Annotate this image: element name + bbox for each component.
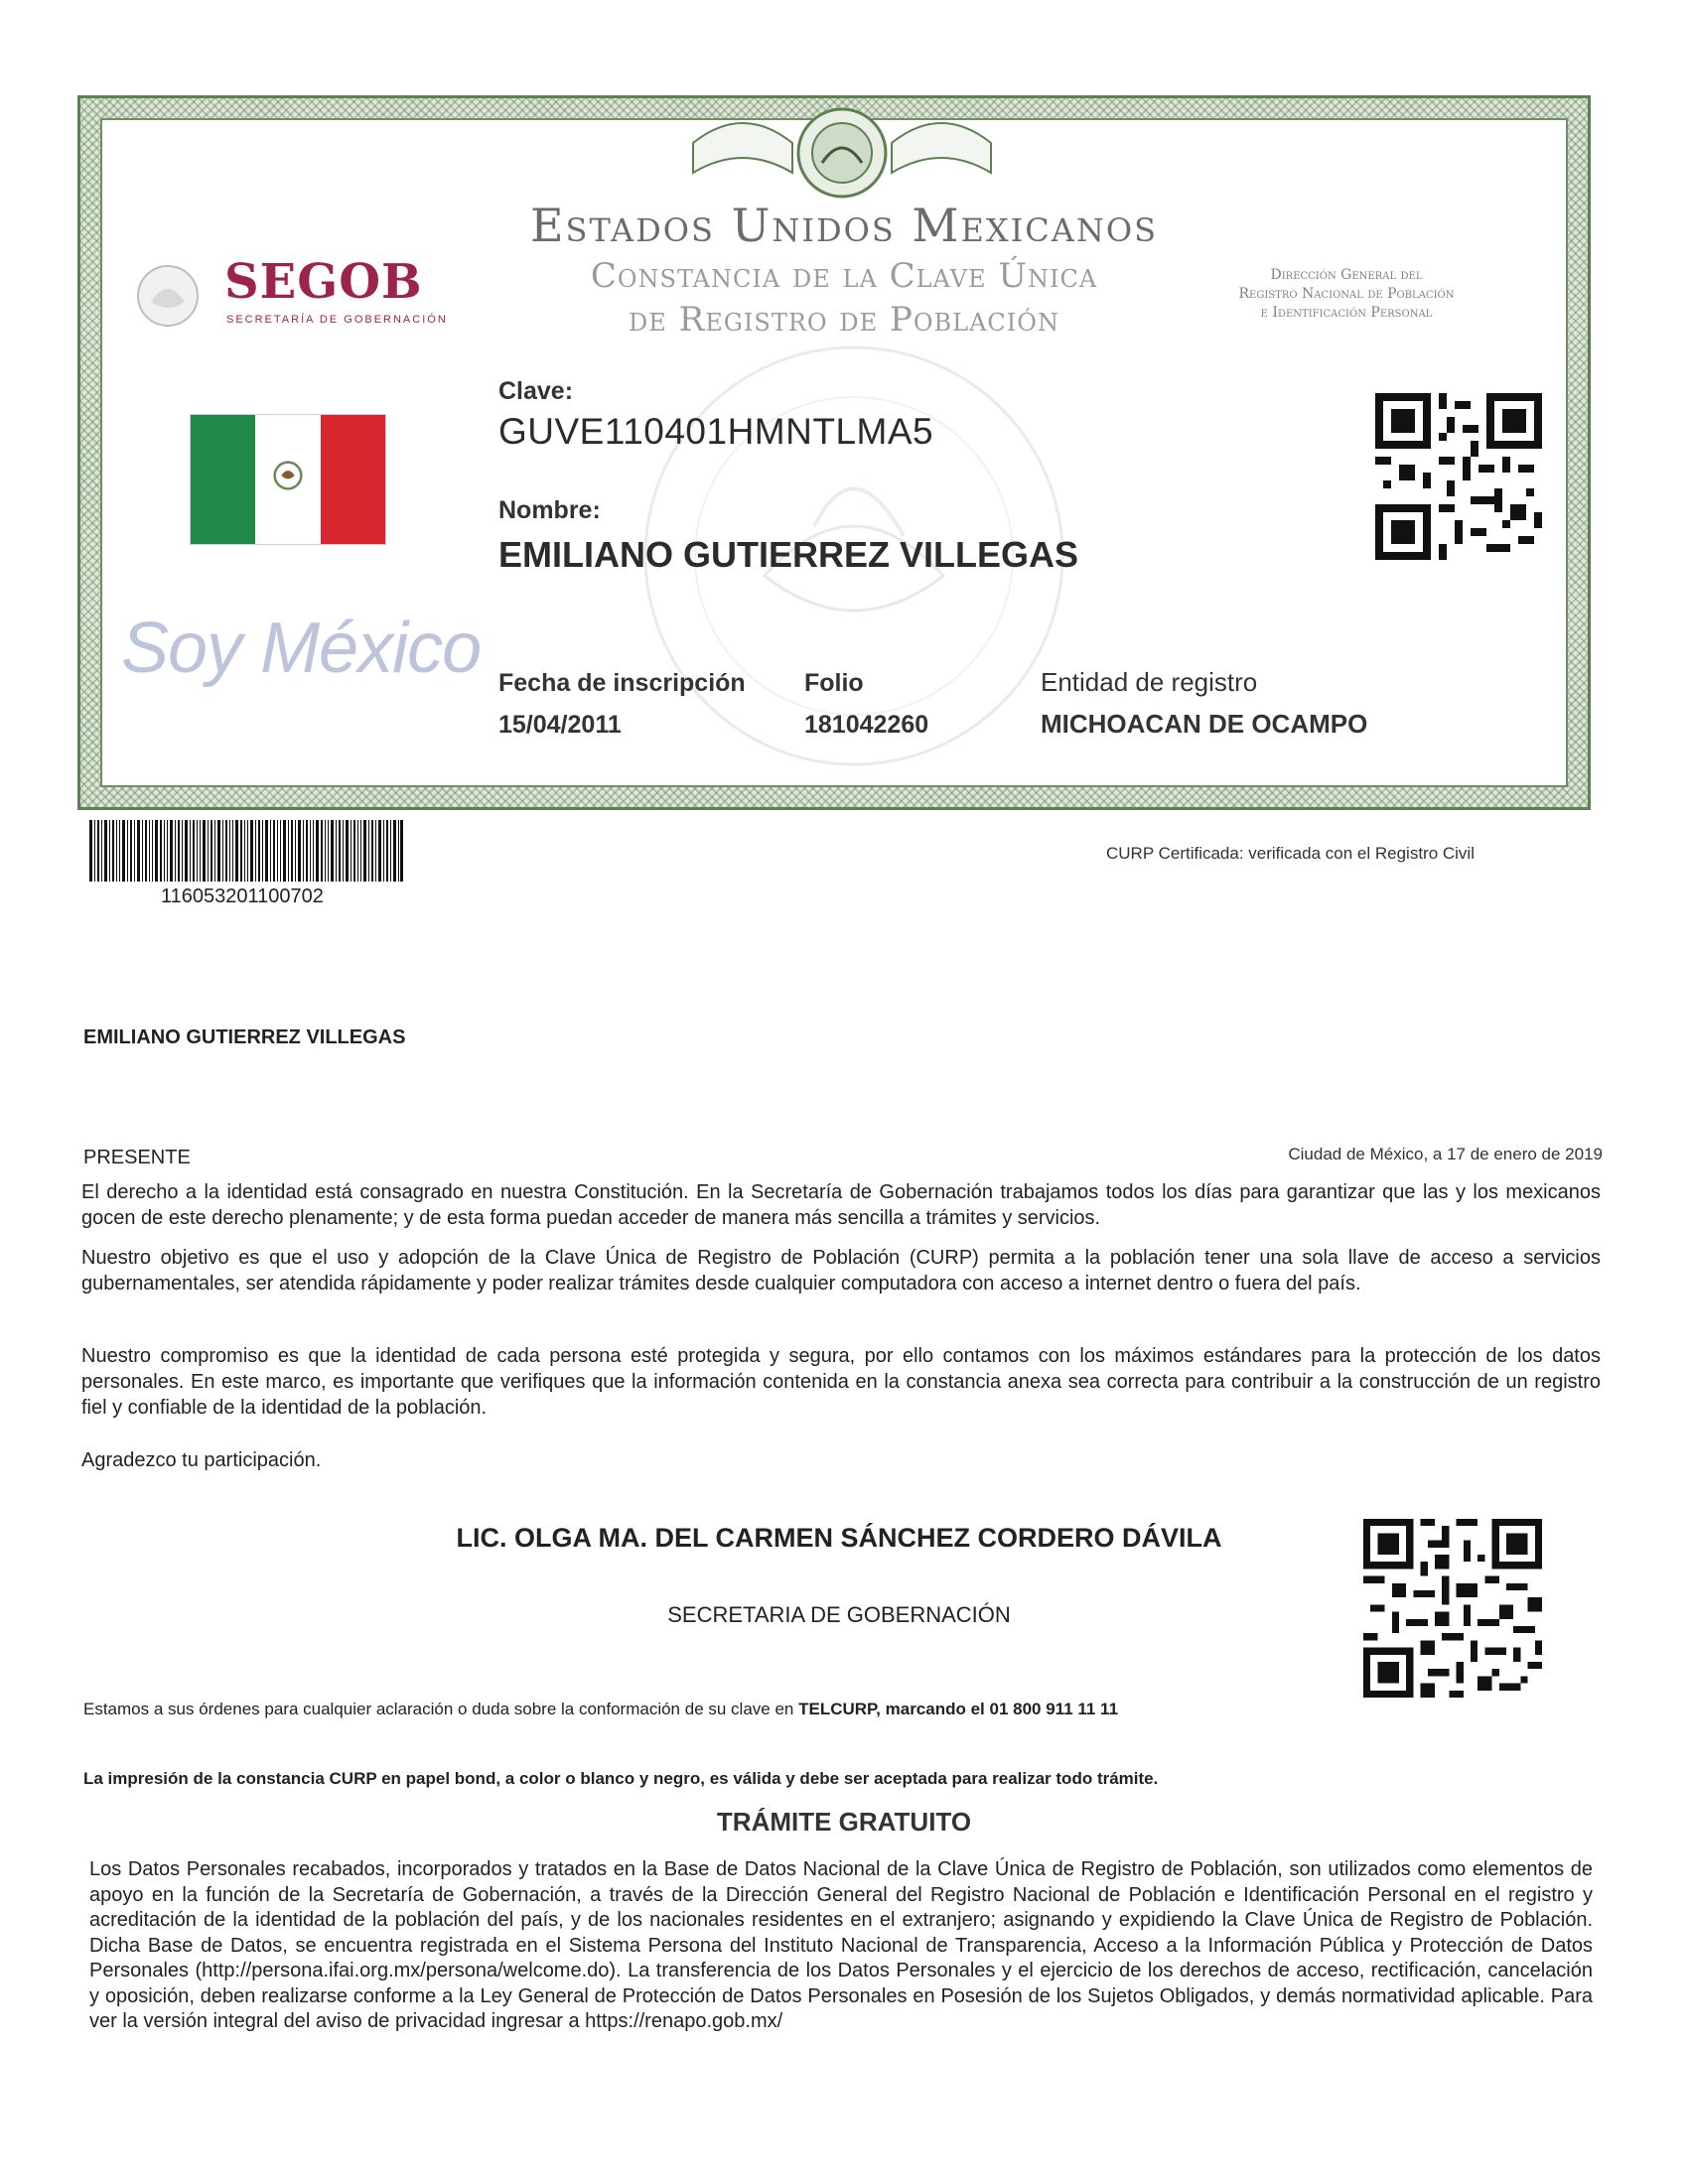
certificate-subtitle-line2: de Registro de Población xyxy=(629,300,1059,340)
fecha-label: Fecha de inscripción xyxy=(498,669,746,697)
validity-notice: La impresión de la constancia CURP en papel bond, a color o blanco y negro, es válida y debe ser aceptada para realizar todo trámite. xyxy=(83,1769,1159,1788)
contact-text: Estamos a sus órdenes para cualquier aclaración o duda sobre la conformación de su clave en xyxy=(83,1700,799,1718)
clave-value: GUVE110401HMNTLMA5 xyxy=(498,411,934,452)
contact-line xyxy=(83,1700,1394,1719)
letter-place-date: Ciudad de México, a 17 de enero de 2019 xyxy=(1288,1145,1603,1163)
barcode-number: 116053201100702 xyxy=(161,886,324,907)
signature-qr-code-icon xyxy=(1362,1519,1543,1698)
signer-title: SECRETARIA DE GOBERNACIÓN xyxy=(667,1602,1011,1627)
certificate-title: Estados Unidos Mexicanos xyxy=(529,199,1159,252)
fecha-value: 15/04/2011 xyxy=(498,711,622,739)
privacy-notice: Los Datos Personales recabados, incorporados y tratados en la Base de Datos Nacional de la Clave Única de Registro de Población, son utilizados como elementos de apoyo en la función de la Secretaría de Gobernación, a través de la Dirección General del Registro Nacional de Población e Identificación Personal en el registro y acreditación de la identidad de la población del país, y de los nacionales residentes en el extranjero; asignando y expidiendo la Clave Única de Registro de Población. Dicha Base de Datos, se encuentra registrada en el Sistema Persona del Instituto Nacional de Transparencia, Acceso a la Información Pública y Protección de Datos Personales (http://persona.ifai.org.mx/persona/welcome.do). La transferencia de los Datos Personales y el ejercicio de los derechos de acceso, rectificación, cancelación y oposición, deben realizarse conforme a la Ley General de Protección de Datos Personales en Posesión de los Sujetos Obligados, y demás normatividad aplicable. Para ver la versión integral del aviso de privacidad ingresar a https://renapo.gob.mx/ xyxy=(89,1858,1593,2032)
clave-label: Clave: xyxy=(498,377,574,405)
signer-name: LIC. OLGA MA. DEL CARMEN SÁNCHEZ CORDERO DÁVILA xyxy=(456,1523,1222,1553)
barcode-icon xyxy=(89,820,403,882)
agency-line1: Dirección General del xyxy=(1270,267,1423,283)
letter-paragraph-2: Nuestro objetivo es que el uso y adopción de la Clave Única de Registro de Población (CURP) permita a la población tener una sola llave de acceso a servicios gubernamentales, ser atendida rápidamente y poder realizar trámites desde cualquier computadora con acceso a internet dentro o fuera del país. xyxy=(81,1247,1601,1295)
free-procedure-heading: TRÁMITE GRATUITO xyxy=(716,1807,972,1837)
curp-certified-note: CURP Certificada: verificada con el Registro Civil xyxy=(1106,844,1475,863)
entidad-label: Entidad de registro xyxy=(1041,667,1258,697)
mexican-flag-icon xyxy=(191,415,385,544)
certificate-subtitle-line1: Constancia de la Clave Única xyxy=(590,256,1098,296)
contact-phone: TELCURP, marcando el 01 800 911 11 11 xyxy=(798,1700,1119,1718)
entidad-value: MICHOACAN DE OCAMPO xyxy=(1041,709,1368,739)
segob-logo-subtitle: SECRETARÍA DE GOBERNACIÓN xyxy=(226,314,448,326)
segob-seal-icon xyxy=(133,256,203,336)
agency-name xyxy=(1188,266,1505,323)
agency-line3: e Identificación Personal xyxy=(1260,305,1433,321)
segob-logo-text: SEGOB xyxy=(224,254,423,310)
nombre-value: EMILIANO GUTIERREZ VILLEGAS xyxy=(498,534,1079,575)
letter-presente: PRESENTE xyxy=(83,1147,191,1168)
qr-code-icon xyxy=(1374,393,1543,560)
national-emblem-icon xyxy=(683,103,1001,203)
agency-line2: Registro Nacional de Población xyxy=(1238,286,1455,302)
folio-value: 181042260 xyxy=(804,711,929,739)
letter-thanks: Agradezco tu participación. xyxy=(81,1449,322,1471)
letter-paragraph-3: Nuestro compromiso es que la identidad de cada persona esté protegida y segura, por ello contamos con los máximos estándares para la protección de los datos personales. En este marco, es importante que verifiques que la información contenida en la constancia anexa sea correcta para contribuir a la construcción de un registro fiel y confiable de la identidad de la población. xyxy=(81,1345,1601,1419)
letter-paragraph-1: El derecho a la identidad está consagrado en nuestra Constitución. En la Secretaría de Gobernación trabajamos todos los días para garantizar que las y los mexicanos gocen de este derecho plenamente; y de esta forma puedan acceder de manera más sencilla a trámites y servicios. xyxy=(81,1181,1601,1229)
soy-mexico-slogan: Soy México xyxy=(121,609,482,688)
folio-label: Folio xyxy=(804,669,864,697)
letter-recipient: EMILIANO GUTIERREZ VILLEGAS xyxy=(83,1026,406,1048)
nombre-label: Nombre: xyxy=(498,496,601,524)
